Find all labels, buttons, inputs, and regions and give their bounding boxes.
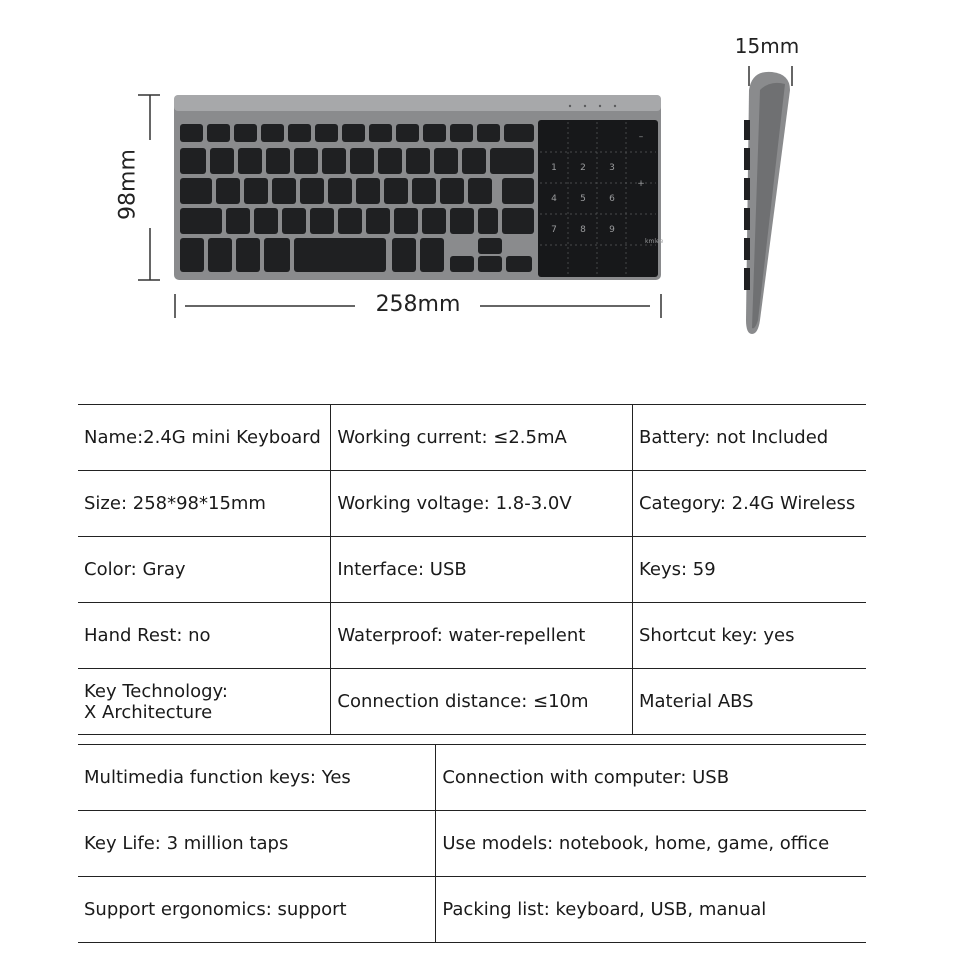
spec-cell: Key Life: 3 million taps [78,811,436,877]
keyboard-key [468,178,492,204]
keyboard-key [506,256,532,272]
keyboard-key [440,178,464,204]
keyboard-key [238,148,262,174]
touchpad-digit: 4 [551,194,557,204]
keyboard-key [350,148,374,174]
keyboard-key [450,208,474,234]
keyboard-key [342,124,365,142]
keyboard-svg [0,0,960,360]
keyboard-key [412,178,436,204]
spec-cell: Shortcut key: yes [632,603,866,669]
keyboard-key [502,208,534,234]
keyboard-key [356,178,380,204]
keyboard-key [338,208,362,234]
keyboard-key [422,208,446,234]
keyboard-key [420,238,444,272]
keyboard-key [272,178,296,204]
spec-cell: Size: 258*98*15mm [78,471,331,537]
keyboard-key [266,148,290,174]
spec-row [78,471,866,537]
keyboard-key [180,178,212,204]
height-dimension-line [138,95,160,280]
keyboard-key [282,208,306,234]
keyboard-key [180,124,203,142]
spec-table-top [78,404,866,735]
touchpad-digit: 6 [609,194,615,204]
keyboard-key [450,256,474,272]
keyboard-key [234,124,257,142]
keyboard-key [254,208,278,234]
keyboard-key [450,124,473,142]
keyboard-key [294,148,318,174]
spec-cell: Support ergonomics: support [78,877,436,943]
spec-cell: Battery: not Included [632,405,866,471]
touchpad-digit: 2 [580,163,586,173]
keyboard-key [378,148,402,174]
keyboard-side-profile [744,72,790,334]
touchpad-digit: 5 [580,194,586,204]
spec-cell: Hand Rest: no [78,603,331,669]
touchpad-digit: 1 [551,163,557,173]
keyboard-key [315,124,338,142]
keyboard-key [264,238,290,272]
keyboard-key [462,148,486,174]
keyboard-key [294,238,386,272]
spec-cell: Connection with computer: USB [436,745,866,811]
spec-row [78,669,866,735]
thickness-dimension-label: 15mm [734,34,800,58]
keyboard-key [423,124,446,142]
touchpad-digit: 3 [609,163,615,173]
keyboard-key [504,124,534,142]
keyboard-key [208,238,232,272]
keyboard-key [322,148,346,174]
keyboard-illustration [0,0,960,360]
keyboard-key [300,178,324,204]
keyboard-key [210,148,234,174]
keyboard-key [288,124,311,142]
spec-cell: Material ABS [632,669,866,735]
keyboard-key [366,208,390,234]
keyboard-key [384,178,408,204]
keyboard-key [502,148,534,174]
keyboard-key [396,124,419,142]
height-dimension-label: 98mm [115,149,141,220]
keyboard-key [434,148,458,174]
spec-row [78,405,866,471]
keyboard-key [477,124,500,142]
spec-cell: Category: 2.4G Wireless [632,471,866,537]
touchpad-digit: 9 [609,225,615,235]
spec-row [78,877,866,943]
keyboard-key [261,124,284,142]
keyboard-key [236,238,260,272]
width-dimension-label: 258mm [375,292,461,317]
keyboard-key [216,178,240,204]
spec-row [78,603,866,669]
spec-cell: Use models: notebook, home, game, office [436,811,866,877]
spec-cell: Keys: 59 [632,537,866,603]
spec-cell: Multimedia function keys: Yes [78,745,436,811]
keyboard-key [207,124,230,142]
spec-cell: Waterproof: water-repellent [331,603,633,669]
keyboard-key [394,208,418,234]
keyboard-key [392,238,416,272]
spec-cell: Key Technology: X Architecture [78,669,331,735]
touchpad-symbol: – [638,132,644,142]
keyboard-key [180,238,204,272]
keyboard-key [369,124,392,142]
keyboard-key [502,178,534,204]
spec-cell: Name:2.4G mini Keyboard [78,405,331,471]
touchpad-symbol: + [637,179,645,189]
keyboard-key [310,208,334,234]
spec-row [78,537,866,603]
keyboard-key [328,178,352,204]
spec-cell: Interface: USB [331,537,633,603]
spec-cell: Working voltage: 1.8-3.0V [331,471,633,537]
touchpad-brand: kmlee [645,238,664,245]
keyboard-key [244,178,268,204]
spec-row [78,745,866,811]
keyboard-key [478,256,502,272]
touchpad-digit: 7 [551,225,557,235]
spec-cell: Working current: ≤2.5mA [331,405,633,471]
keyboard-key [406,148,430,174]
keyboard-key [478,238,502,254]
spec-cell: Color: Gray [78,537,331,603]
keyboard-key [226,208,250,234]
spec-cell: Connection distance: ≤10m [331,669,633,735]
spec-table-bottom [78,744,866,943]
touchpad-digit: 8 [580,225,586,235]
spec-cell: Packing list: keyboard, USB, manual [436,877,866,943]
keyboard-key [478,208,498,234]
keyboard-key [180,208,222,234]
spec-row [78,811,866,877]
keyboard-key [180,148,206,174]
